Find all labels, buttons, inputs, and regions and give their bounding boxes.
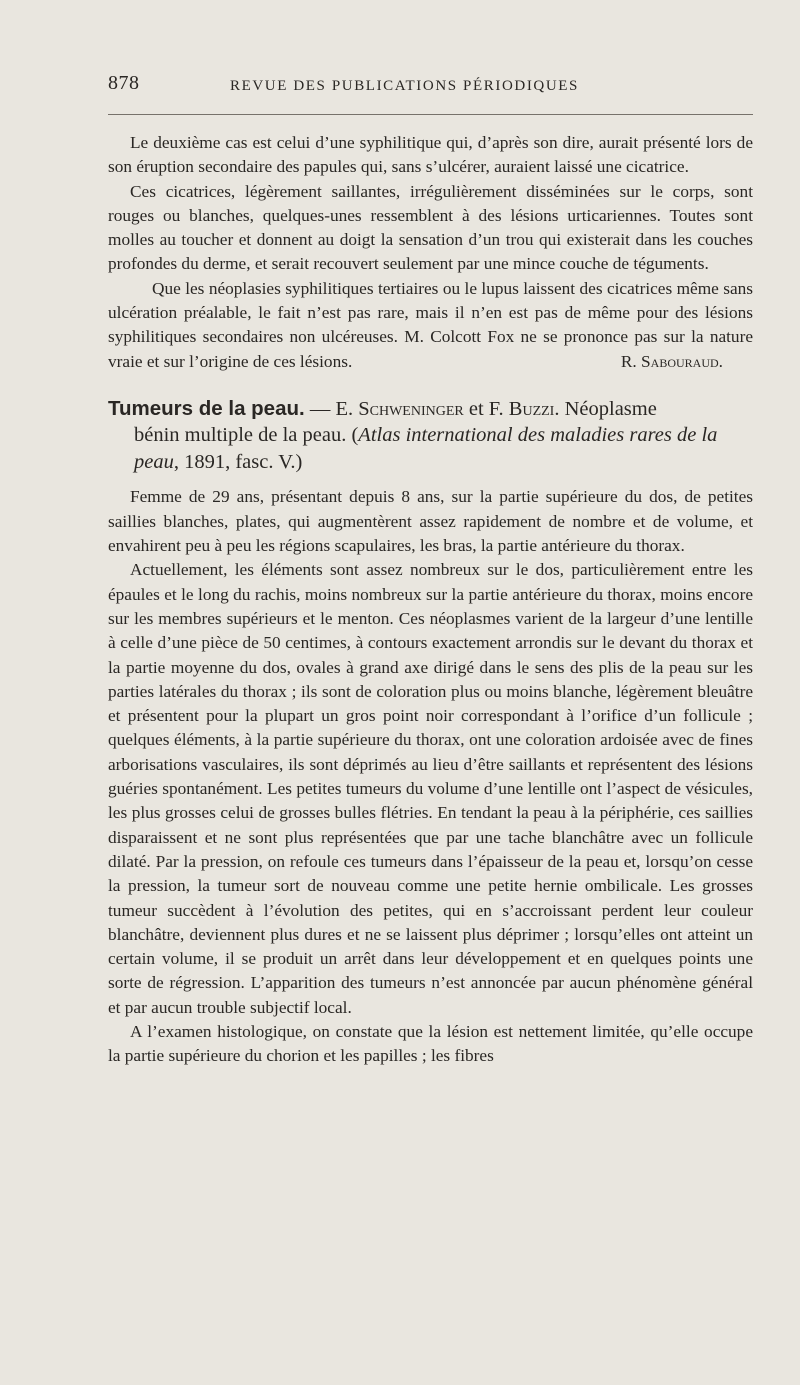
- review2-paragraph-2: Actuellement, les éléments sont assez nombreux sur le dos, particulièrement entre les épaules et le long du rachis, moins nombreux sur la partie antérieure du thorax, moins encore sur les membres supérieurs et le menton. Ces néoplasmes varient de la largeur d’une lentille à celle d’une pièce de 50 centimes, à contours exactement arrondis sur le devant du thorax et la partie moyenne du dos, ovales à grand axe dirigé dans le sens des plis de la peau sur les parties latérales du thorax ; ils sont de coloration plus ou moins blanche, légèrement bleuâtre et présentent pour la plupart un gros point noir correspondant à l’orifice d’un follicule ; quelques éléments, à la partie supérieure du thorax, ont une coloration ardoisée avec de fines arborisations vasculaires, ils sont déprimés au lieu d’être saillants et représentent des lésions guéries spontanément. Les petites tumeurs du volume d’une lentille ont l’aspect de vésicules, les plus grosses celui de grosses bulles flétries. En tendant la peau à la périphérie, ces saillies disparaissent et ne sont plus représentées que par une tache blanchâtre avec un follicule dilaté. Par la pression, on refoule ces tumeurs dans l’épaisseur de la peau et, lorsqu’on cesse la pression, la tumeur sort de nouveau comme une petite hernie ombilicale. Les grosses tumeur succèdent à l’évolution des petites, qui en s’accroissant perdent leur couleur blanchâtre, deviennent plus dures et ne se laissent plus déprimer ; lorsqu’elles ont atteint un certain volume, il se produit un arrêt dans leur développement et en quelques points une sorte de régression. L’apparition des tumeurs n’est annoncée par aucun phénomène général et par aucun trouble subjectif local.: [108, 560, 753, 1017]
- article-topic: Tumeurs de la peau.: [108, 396, 305, 420]
- page-number: 878: [108, 72, 140, 94]
- review1-paragraph-2: Ces cicatrices, légèrement saillantes, irrégulièrement disséminées sur le corps, sont rouges ou blanches, quelques-unes ressemblent à des lésions urticariennes. Toutes sont molles au toucher et donnent au doigt la sensation d’un trou qui existerait dans les couches profondes du derme, et serait recouvert seulement par une mince couche de téguments.: [108, 181, 753, 274]
- article-author-2: Buzzi: [508, 397, 555, 420]
- article-title-start: . Néoplasme: [554, 397, 657, 420]
- article-heading-continued: [108, 422, 753, 475]
- page-content: [108, 131, 753, 1069]
- article-and: et F.: [463, 397, 509, 420]
- article-title-rest: bénin multiple de la peau. (: [134, 424, 359, 447]
- review1-signature: R. Sabouraud.: [620, 351, 723, 371]
- review2-paragraph-1: Femme de 29 ans, présentant depuis 8 ans, sur la partie supérieure du dos, de petites saillies blanches, plates, qui augmentèrent assez rapidement de nombre et de volume, et envahirent peu à peu les régions scapulaires, les bras, la partie antérieure du thorax.: [108, 487, 753, 556]
- review1-paragraph-1: Le deuxième cas est celui d’une syphilitique qui, d’après son dire, aurait présenté lors de son éruption secondaire des papules qui, sans s’ulcérer, auraient laissé une cicatrice.: [108, 133, 753, 177]
- review1-paragraph-3: [108, 277, 753, 374]
- review2-paragraph-3: A l’examen histologique, on constate que la lésion est nettement limitée, qu’elle occupe la partie supérieure du chorion et les papilles ; les fibres: [108, 1022, 753, 1066]
- review1-paragraph-3-text: Que les néoplasies syphilitiques tertiaires ou le lupus laissent des cicatrices même sans ulcération préalable, le fait n’est pas rare, mais il n’en est pas de même pour des lésions syphilitiques secondaires non ulcéreuses. M. Colcott Fox ne se prononce pas sur la nature vraie et sur l’origine de ces lésions.: [108, 278, 753, 371]
- article-citation: , 1891, fasc. V.): [173, 450, 303, 473]
- running-title: REVUE DES PUBLICATIONS PÉRIODIQUES: [230, 78, 579, 94]
- article-dash: — E.: [304, 397, 359, 420]
- article-heading: [108, 396, 753, 476]
- article-journal-1: Atlas international des maladies: [358, 424, 625, 447]
- page-header: [108, 68, 753, 98]
- header-rule: [108, 114, 753, 115]
- article-author-1: Schweninger: [358, 397, 464, 420]
- article-journal-2: rares de la peau: [134, 424, 718, 473]
